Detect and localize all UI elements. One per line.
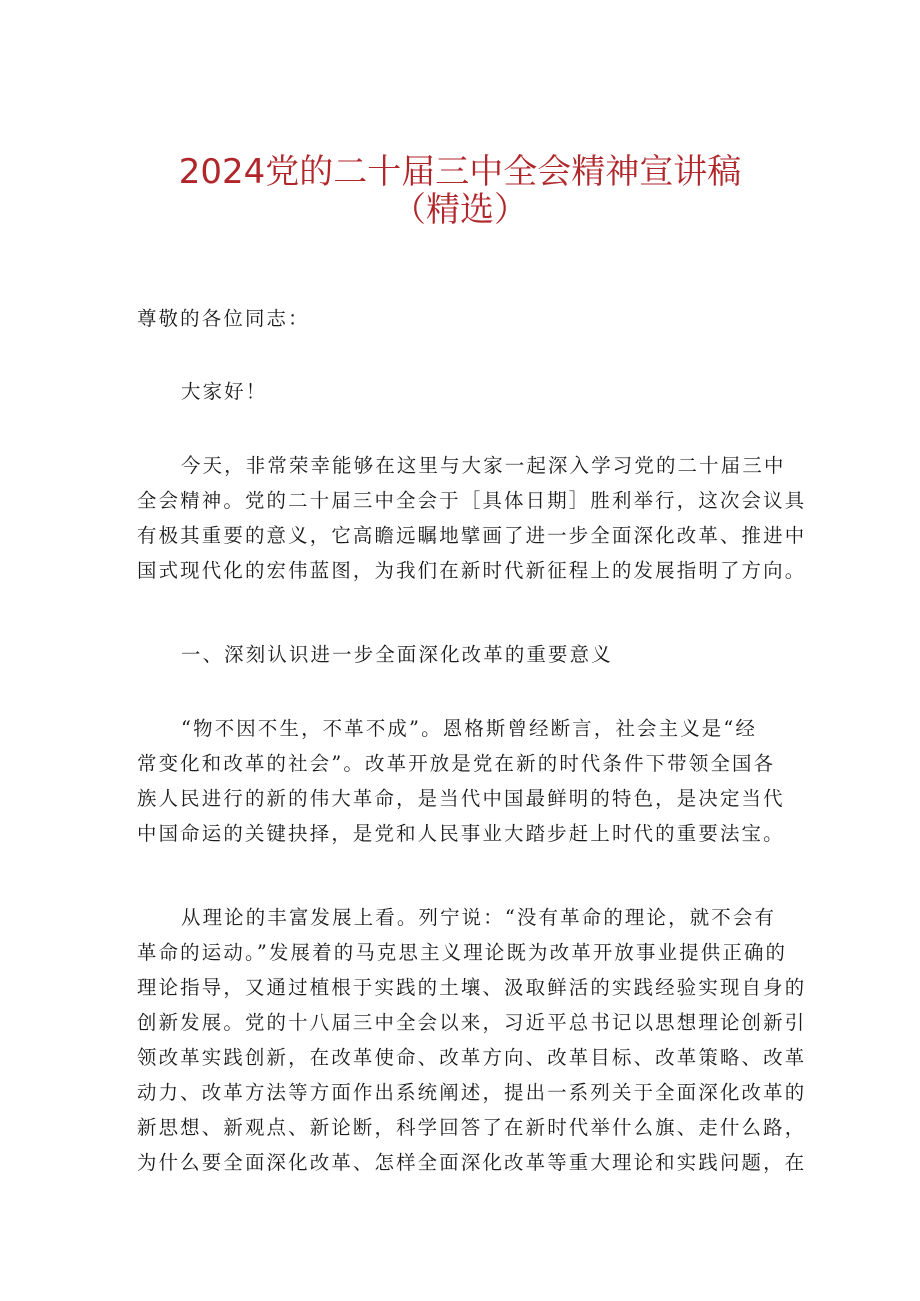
paragraph-line: 理论指导，又通过植根于实践的土壤、汲取鲜活的实践经验实现自身的 [137, 976, 807, 999]
greeting [137, 374, 797, 409]
section-heading-text: 一、深刻认识进一步全面深化改革的重要意义 [181, 643, 613, 666]
document-title-line-1: 2024党的二十届三中全会精神宣讲稿 [178, 152, 742, 192]
paragraph-line: 族人民进行的新的伟大革命，是当代中国最鲜明的特色，是决定当代 [137, 787, 785, 810]
paragraph-line: 全会精神。党的二十届三中全会于［具体日期］胜利举行，这次会议具 [137, 489, 807, 512]
paragraph-line: 有极其重要的意义，它高瞻远瞩地擘画了进一步全面深化改革、推进中 [137, 524, 807, 547]
paragraph-line: 革命的运动。”发展着的马克思主义理论既为改革开放事业提供正确的 [137, 941, 788, 964]
paragraph-line: 从理论的丰富发展上看。列宁说：“没有革命的理论，就不会有 [181, 906, 777, 929]
salutation [137, 301, 797, 336]
paragraph-line: 今天，非常荣幸能够在这里与大家一起深入学习党的二十届三中 [181, 454, 786, 477]
paragraph-2 [137, 711, 797, 851]
paragraph-line: 中国命运的关键抉择，是党和人民事业大踏步赶上时代的重要法宝。 [137, 822, 785, 845]
paragraph-line: 领改革实践创新，在改革使命、改革方向、改革目标、改革策略、改革 [137, 1046, 807, 1069]
paragraph-line: 国式现代化的宏伟蓝图，为我们在新时代新征程上的发展指明了方向。 [137, 559, 807, 582]
paragraph-line: 为什么要全面深化改革、怎样全面深化改革等重大理论和实践问题，在 [137, 1151, 807, 1174]
paragraph-line: 新思想、新观点、新论断，科学回答了在新时代举什么旗、走什么路， [137, 1116, 807, 1139]
paragraph-3 [137, 900, 807, 1180]
paragraph-1 [137, 448, 807, 588]
salutation-text: 尊敬的各位同志： [137, 307, 310, 330]
paragraph-line: 常变化和改革的社会”。改革开放是党在新的时代条件下带领全国各 [137, 752, 776, 775]
paragraph-line: 动力、改革方法等方面作出系统阐述，提出一系列关于全面深化改革的 [137, 1081, 807, 1104]
paragraph-line: 创新发展。党的十八届三中全会以来，习近平总书记以思想理论创新引 [137, 1011, 807, 1034]
paragraph-line: “物不因不生，不革不成”。恩格斯曾经断言，社会主义是“经 [181, 717, 758, 740]
document-title-line-2: （精选） [392, 190, 528, 230]
greeting-text: 大家好！ [181, 380, 268, 403]
section-heading-1 [137, 637, 797, 672]
